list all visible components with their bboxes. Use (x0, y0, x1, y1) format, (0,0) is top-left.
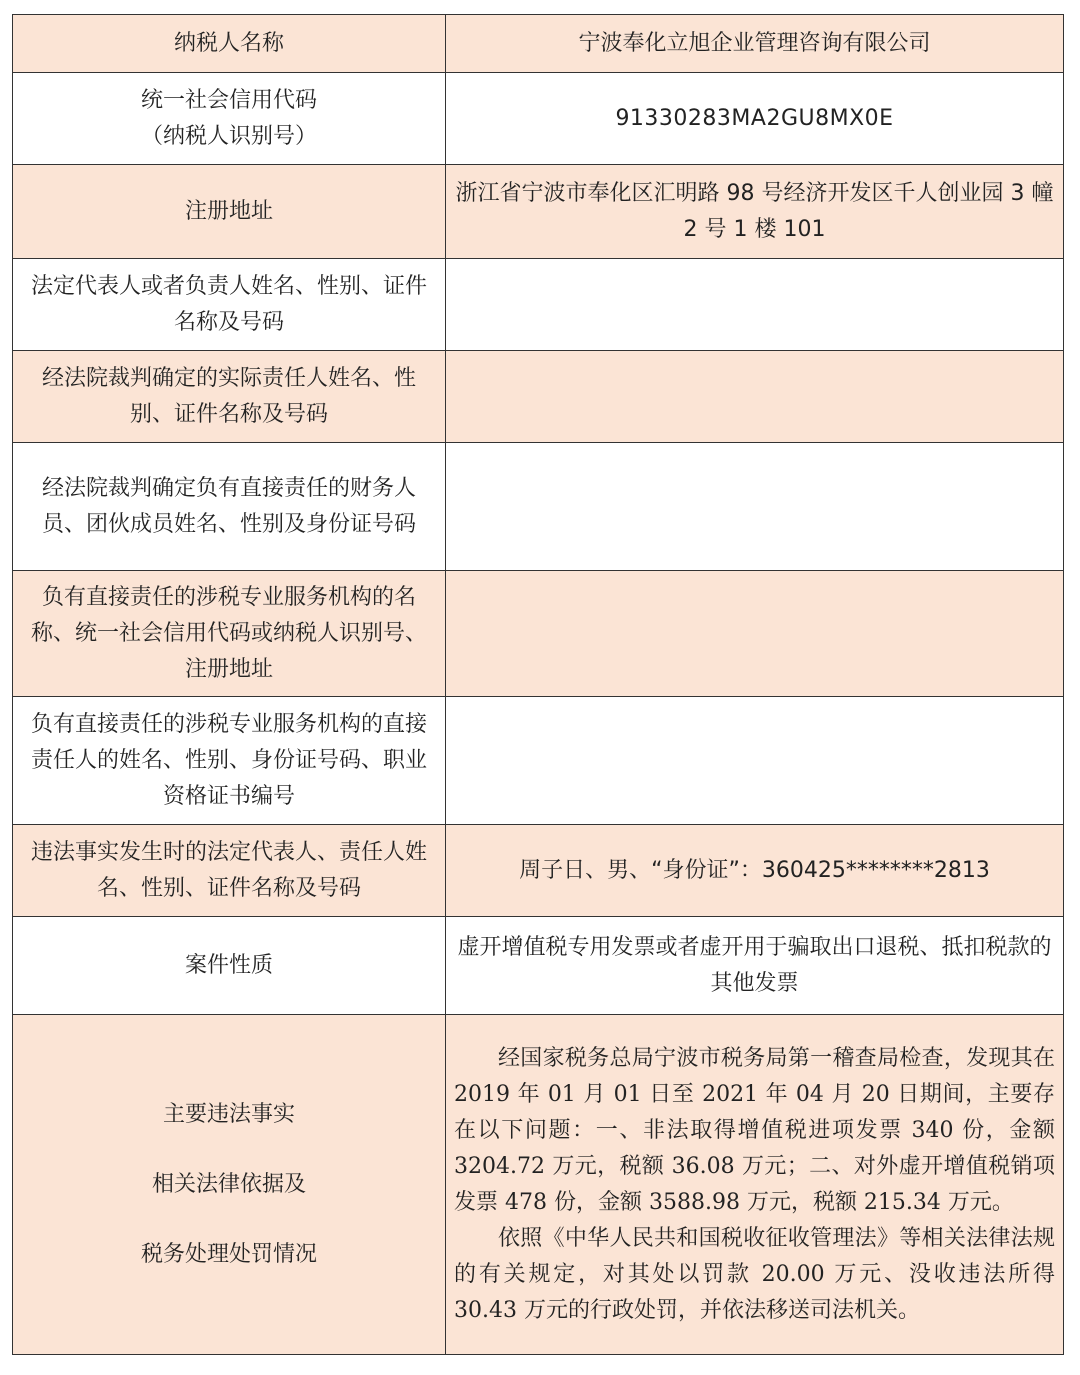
service-agency-label: 负有直接责任的涉税专业服务机构的名称、统一社会信用代码或纳税人识别号、注册地址 (13, 571, 446, 697)
facts-label (13, 1015, 446, 1355)
table-row (13, 917, 1064, 1015)
registered-address-label: 注册地址 (13, 165, 446, 259)
taxpayer-name-label: 纳税人名称 (13, 15, 446, 73)
table-row (13, 351, 1064, 443)
table-row (13, 1015, 1064, 1355)
facts-value (446, 1015, 1064, 1355)
table-row (13, 73, 1064, 165)
facts-paragraph: 经国家税务总局宁波市税务局第一稽查局检查，发现其在 2019 年 01 月 01 日至 2021 年 04 月 20 日期间，主要存在以下问题：一、非法取得增值税进项发票 340 份，金额 3204.72 万元，税额 36.08 万元；二、对外虚开增值税销项发票 478 份，金额 3588.98 万元，税额 215.34 万元。 (454, 1045, 1055, 1215)
agency-responsible-value (446, 697, 1064, 825)
case-nature-label: 案件性质 (13, 917, 446, 1015)
table-row (13, 259, 1064, 351)
finance-personnel-value (446, 443, 1064, 571)
credit-code-label-line: 统一社会信用代码 (140, 87, 317, 113)
facts-label-line: 税务处理处罚情况 (140, 1241, 317, 1267)
service-agency-value (446, 571, 1064, 697)
credit-code-label (13, 73, 446, 165)
violation-rep-label: 违法事实发生时的法定代表人、责任人姓名、性别、证件名称及号码 (13, 825, 446, 917)
facts-label-line: 相关法律依据及 (151, 1171, 306, 1197)
legal-rep-label: 法定代表人或者负责人姓名、性别、证件名称及号码 (13, 259, 446, 351)
table-row (13, 443, 1064, 571)
facts-label-line: 主要违法事实 (162, 1101, 295, 1127)
credit-code-value: 91330283MA2GU8MX0E (446, 73, 1064, 165)
case-nature-value: 虚开增值税专用发票或者虚开用于骗取出口退税、抵扣税款的其他发票 (446, 917, 1064, 1015)
tax-case-table (12, 14, 1064, 1355)
facts-paragraph: 依照《中华人民共和国税收征收管理法》等相关法律法规的有关规定，对其处以罚款 20.00 万元、没收违法所得 30.43 万元的行政处罚，并依法移送司法机关。 (454, 1225, 1055, 1323)
actual-responsible-label: 经法院裁判确定的实际责任人姓名、性别、证件名称及号码 (13, 351, 446, 443)
label-spacer (21, 1203, 437, 1237)
table-row (13, 571, 1064, 697)
credit-code-label-line: （纳税人识别号） (140, 123, 317, 149)
label-spacer (21, 1133, 437, 1167)
actual-responsible-value (446, 351, 1064, 443)
table-row (13, 165, 1064, 259)
table-row (13, 15, 1064, 73)
finance-personnel-label: 经法院裁判确定负有直接责任的财务人员、团伙成员姓名、性别及身份证号码 (13, 443, 446, 571)
table-row (13, 825, 1064, 917)
agency-responsible-label: 负有直接责任的涉税专业服务机构的直接责任人的姓名、性别、身份证号码、职业资格证书编号 (13, 697, 446, 825)
registered-address-value: 浙江省宁波市奉化区汇明路 98 号经济开发区千人创业园 3 幢 2 号 1 楼 101 (446, 165, 1064, 259)
legal-rep-value (446, 259, 1064, 351)
violation-rep-value: 周子日、男、“身份证”：360425********2813 (446, 825, 1064, 917)
table-row (13, 697, 1064, 825)
taxpayer-name-value: 宁波奉化立旭企业管理咨询有限公司 (446, 15, 1064, 73)
